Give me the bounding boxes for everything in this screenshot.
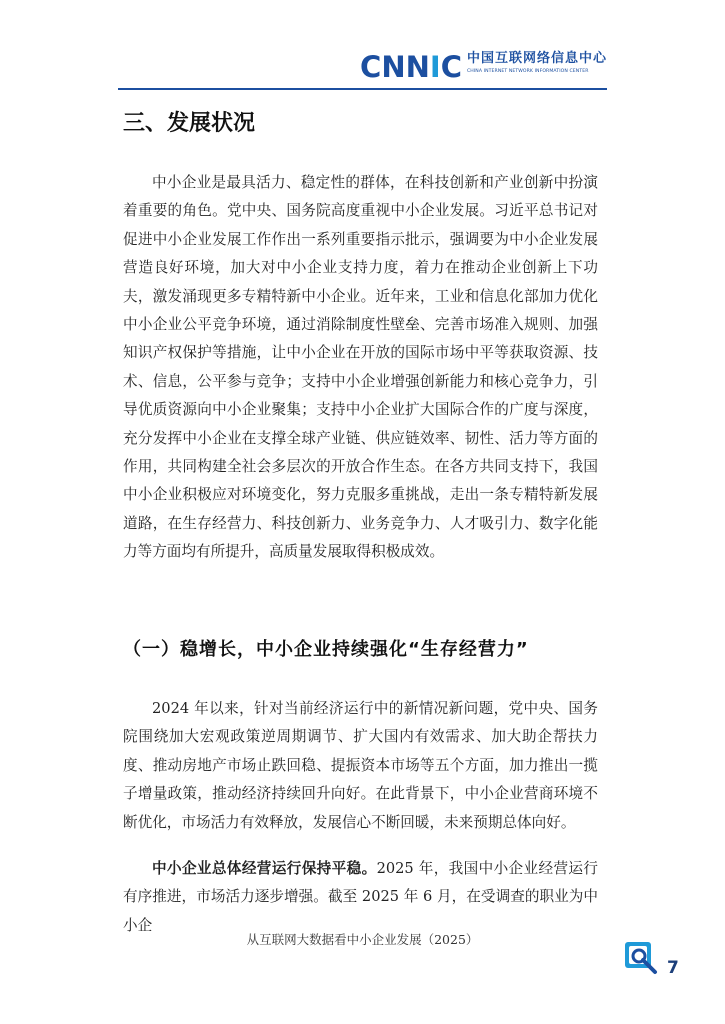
logo-letter-c1: C (360, 50, 381, 84)
paragraph-body: 2025 年，我国中小企业经营运行有序推进，市场活力逐步增强。截至 2025 年 6 月，在受调查的职业为中小企 (123, 860, 598, 934)
logo-letter-c2: C (440, 50, 461, 84)
paragraph-policy: 2024 年以来，针对当前经济运行中的新情况新问题，党中央、国务院围绕加大宏观政策逆周期调节、扩大国内有效需求、加大助企帮扶力度、推动房地产市场止跌回稳、提振资本市场等五个方面，加力推出一揽子增量政策，推动经济持续回升向好。在此背景下，中小企业营商环境不断优化，市场活力有效释放，发展信心不断回暖，未来预期总体向好。 (123, 700, 598, 831)
paragraph-intro: 中小企业是最具活力、稳定性的群体，在科技创新和产业创新中扮演着重要的角色。党中央、国务院高度重视中小企业发展。习近平总书记对促进中小企业发展工作作出一系列重要指示批示，强调要为中小企业发展营造良好环境，加大对中小企业支持力度，着力在推动企业创新上下功夫，激发涌现更多专精特新中小企业。近年来，工业和信息化部加力优化中小企业公平竞争环境，通过消除制度性壁垒、完善市场准入规则、加强知识产权保护等措施，让中小企业在开放的国际市场中平等获取资源、技术、信息，公平参与竞争；支持中小企业增强创新能力和核心竞争力，引导优质资源向中小企业聚集；支持中小企业扩大国际合作的广度与深度，充分发挥中小企业在支撑全球产业链、供应链效率、韧性、活力等方面的作用，共同构建全社会多层次的开放合作生态。在各方共同支持下，我国中小企业积极应对环境变化，努力克服多重挑战，走出一条专精特新发展道路，在生存经营力、科技创新力、业务竞争力、人才吸引力、数字化能力等方面均有所提升，高质量发展取得积极成效。 (123, 174, 598, 561)
org-name-cn: 中国互联网络信息中心 (466, 51, 607, 66)
subsection-title: （一）稳增长，中小企业持续强化“生存经营力” (123, 639, 529, 660)
org-name-en: CHINA INTERNET NETWORK INFORMATION CENTER (466, 69, 589, 74)
logo-letter-n1: N (381, 50, 405, 84)
header-logo (360, 50, 607, 86)
cnnic-logo (360, 50, 461, 84)
page-number: 7 (667, 958, 679, 978)
logo-letter-i: I (429, 50, 440, 84)
footer-report-title: 从互联网大数据看中小企业发展（2025） (246, 932, 479, 947)
paragraph-lead-bold: 中小企业总体经营运行保持平稳。 (152, 860, 377, 877)
paragraph-operations (123, 855, 598, 940)
magnifier-report-icon (624, 941, 658, 975)
logo-letter-n2: N (405, 50, 429, 84)
section-title: 三、发展状况 (123, 111, 256, 136)
logo-org-name (467, 50, 607, 76)
header-divider (118, 88, 607, 90)
